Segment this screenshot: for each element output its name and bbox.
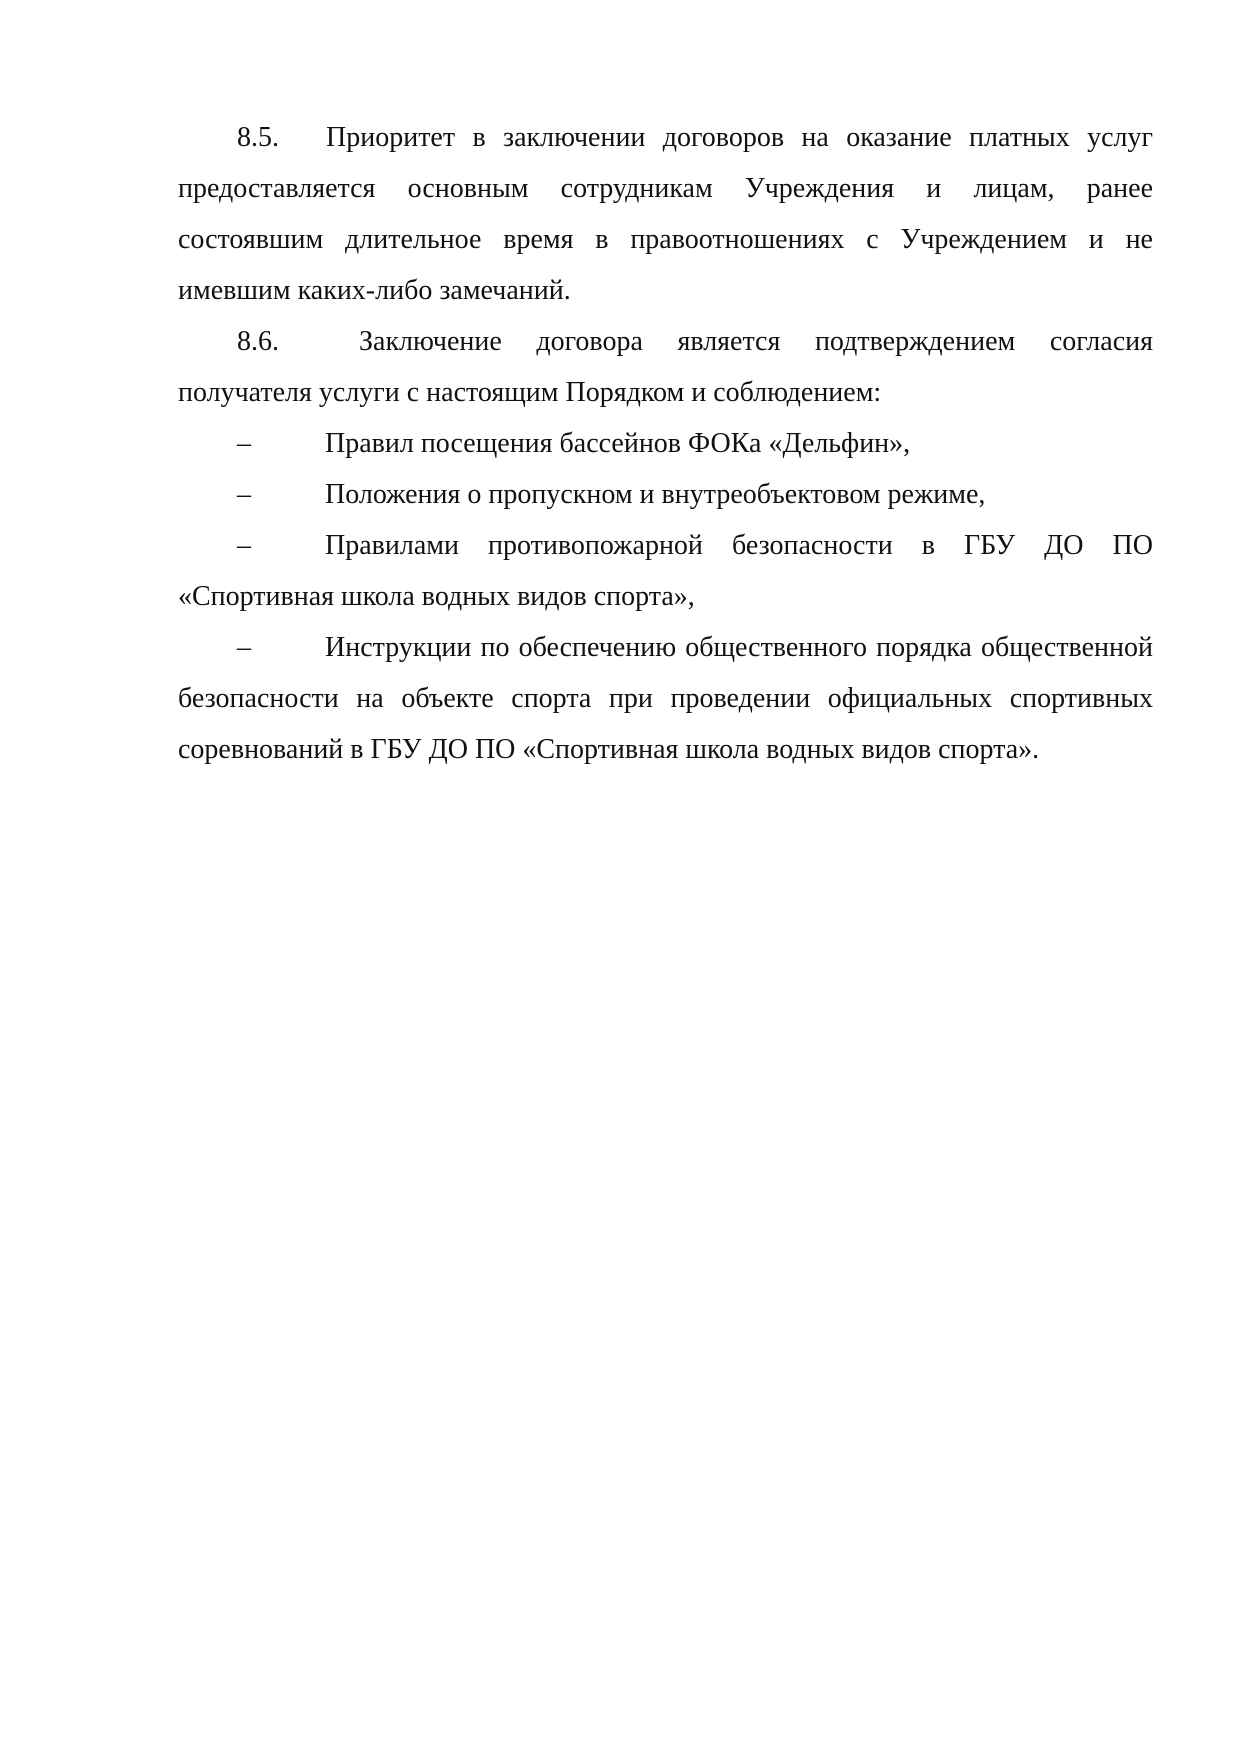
section-number: 8.6. xyxy=(237,326,279,357)
dash-marker: – xyxy=(237,632,251,663)
dash-marker: – xyxy=(237,479,251,510)
paragraph-text: Приоритет в заключении договоров на оказание платных услуг предоставляется основным сотрудникам Учреждения и лицам, ранее состоявшим длительное время в правоотношениях с Учреждением и не имевшим каких-либо замечаний. xyxy=(178,122,1153,306)
document-body xyxy=(178,112,1153,775)
section-number: 8.5. xyxy=(237,122,279,153)
list-item xyxy=(178,469,1153,520)
paragraph-8-6 xyxy=(178,316,1153,418)
dash-marker: – xyxy=(237,428,251,459)
paragraph-text: Заключение договора является подтверждением согласия получателя услуги с настоящим Порядком и соблюдением: xyxy=(178,326,1153,408)
paragraph-8-5 xyxy=(178,112,1153,316)
list-item-text: Правил посещения бассейнов ФОКа «Дельфин», xyxy=(325,428,911,459)
dash-marker: – xyxy=(237,530,251,561)
list-item-text: Правилами противопожарной безопасности в ГБУ ДО ПО «Спортивная школа водных видов спорта», xyxy=(178,530,1153,612)
list-item-text: Инструкции по обеспечению общественного порядка общественной безопасности на объекте спорта при проведении официальных спортивных соревнований в ГБУ ДО ПО «Спортивная школа водных видов спорта». xyxy=(178,632,1153,765)
list-item-text: Положения о пропускном и внутреобъектовом режиме, xyxy=(325,479,986,510)
list-item xyxy=(178,418,1153,469)
list-item xyxy=(178,622,1153,775)
list-item xyxy=(178,520,1153,622)
